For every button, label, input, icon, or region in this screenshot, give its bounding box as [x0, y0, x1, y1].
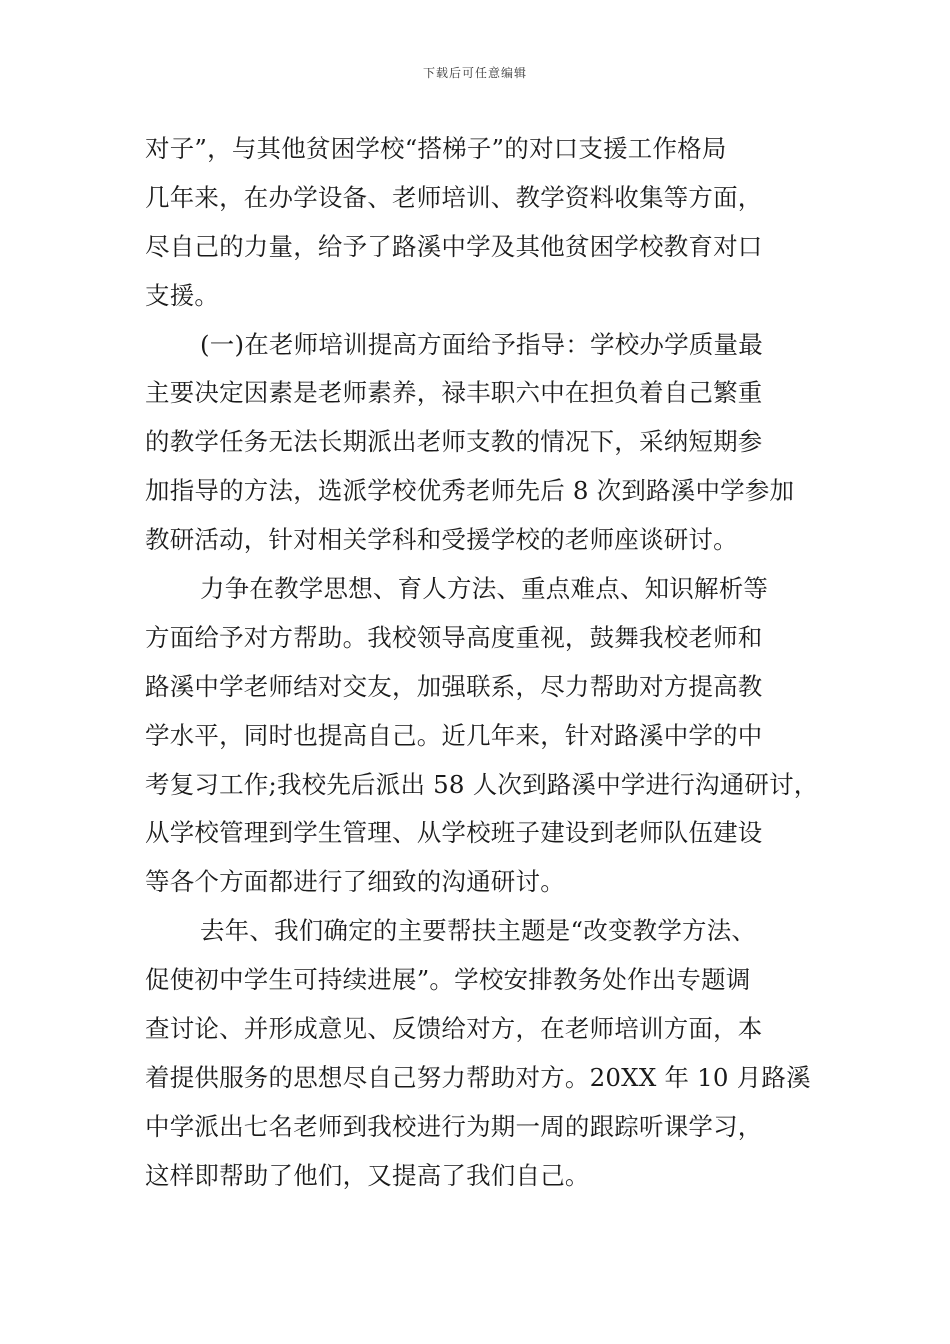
text-line: 中学派出七名老师到我校进行为期一周的跟踪听课学习， [145, 1111, 763, 1141]
text-line: 这样即帮助了他们，又提高了我们自己。 [145, 1160, 590, 1190]
text-line: 促使初中学生可持续进展”。学校安排教务处作出专题调 [145, 965, 751, 995]
text-line: 路溪中学老师结对交友，加强联系，尽力帮助对方提高教 [145, 671, 763, 701]
text-line: 的教学任务无法长期派出老师支教的情况下，采纳短期参 [145, 427, 763, 457]
text-line: 教研活动，针对相关学科和受援学校的老师座谈研讨。 [145, 525, 738, 555]
text-line: 支援。 [145, 280, 220, 310]
text-line: 去年、我们确定的主要帮扶主题是“改变教学方法、 [200, 916, 757, 946]
text-line: 查讨论、并形成意见、反馈给对方，在老师培训方面，本 [145, 1014, 763, 1044]
text-line: 着提供服务的思想尽自己努力帮助对方。20XX 年 10 月路溪 [145, 1062, 811, 1092]
text-line: 加指导的方法，选派学校优秀老师先后 8 次到路溪中学参加 [145, 476, 795, 506]
text-line: 几年来，在办学设备、老师培训、教学资料收集等方面， [145, 182, 763, 212]
text-line: 力争在教学思想、育人方法、重点难点、知识解析等 [200, 574, 769, 604]
text-line: 考复习工作;我校先后派出 58 人次到路溪中学进行沟通研讨， [145, 769, 819, 799]
text-line: 尽自己的力量，给予了路溪中学及其他贫困学校教育对口 [145, 231, 763, 261]
text-line: 对子”，与其他贫困学校“搭梯子”的对口支援工作格局 [145, 134, 727, 163]
text-line: 学水平，同时也提高自己。近几年来，针对路溪中学的中 [145, 720, 763, 750]
text-line: 主要决定因素是老师素养，禄丰职六中在担负着自己繁重 [145, 378, 763, 408]
text-line: 从学校管理到学生管理、从学校班子建设到老师队伍建设 [145, 818, 763, 848]
header-note: 下载后可任意编辑 [422, 66, 527, 80]
body-text [145, 125, 819, 1201]
text-line: (一)在老师培训提高方面给予指导：学校办学质量最 [200, 329, 763, 359]
text-line: 方面给予对方帮助。我校领导高度重视，鼓舞我校老师和 [145, 622, 763, 652]
text-line: 等各个方面都进行了细致的沟通研讨。 [145, 867, 565, 897]
